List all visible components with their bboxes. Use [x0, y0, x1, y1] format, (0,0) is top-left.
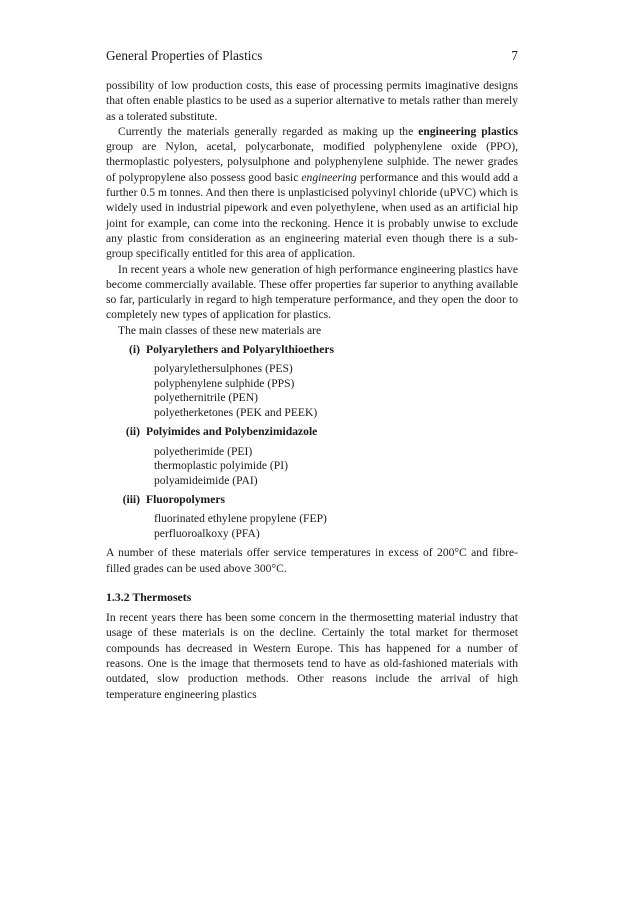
class-number: (i)	[129, 343, 140, 357]
para2-text-middle: group are Nylon, acetal, polycarbonate, modified polyphenylene oxide (PPO), thermoplastic polyesters, polysulphone and polyphenylene sulphide. The newer grades of polypropylene also possess good basic	[106, 140, 518, 184]
class-heading	[106, 424, 518, 439]
class-number: (iii)	[122, 493, 140, 507]
material-list	[106, 512, 518, 541]
material-class-3	[106, 492, 518, 541]
book-page	[106, 48, 518, 702]
paragraph-continuation: possibility of low production costs, this ease of processing permits imaginative designs that often enable plastics to be used as a superior alternative to metals rather than merely as a tolerated substitute.	[106, 79, 518, 123]
class-heading	[106, 342, 518, 357]
classes-intro: The main classes of these new materials are	[118, 323, 322, 337]
list-item: polyarylethersulphones (PES)	[154, 362, 293, 376]
paragraph-new-generation: In recent years a whole new generation of high performance engineering plastics have become commercially available. These offer properties far superior to anything available so far, particularly in regard to high temperature performance, and they open the door to completely new types of application for plastics.	[106, 262, 518, 322]
class-title: Fluoropolymers	[146, 493, 226, 507]
term-engineering-italic: engineering	[301, 170, 357, 184]
class-number: (ii)	[125, 425, 140, 439]
running-header	[106, 48, 518, 64]
list-item: polyetherimide (PEI)	[154, 444, 253, 458]
running-title: General Properties of Plastics	[106, 48, 263, 63]
list-item: fluorinated ethylene propylene (FEP)	[154, 512, 327, 526]
list-item: polyamideimide (PAI)	[154, 473, 258, 487]
class-title: Polyarylethers and Polyarylthioethers	[146, 343, 335, 357]
paragraph-service-temperatures: A number of these materials offer service temperatures in excess of 200°C and fibre-filled grades can be used above 300°C.	[106, 546, 518, 575]
class-heading	[106, 492, 518, 507]
para2-text-after: performance and this would add a further 0.5 m tonnes. And then there is unplasticised polyvinyl chloride (uPVC) which is widely used in industrial pipework and even polyethylene, when used as an artificial hip joint for example, can come into the reckoning. Hence it is probably unwise to exclude any plastic from consideration as an engineering material even though there is a sub-group specifically entitled for this area of application.	[106, 170, 518, 261]
paragraph-thermosets: In recent years there has been some concern in the thermosetting material industry that usage of these materials is on the decline. Certainly the total market for thermoset compounds has decreased in Western Europe. This has happened for a number of reasons. One is the image that thermosets tend to have as old-fashioned materials with outdated, slow production methods. Other reasons include the arrival of high temperature engineering plastics	[106, 611, 518, 701]
paragraph-engineering-plastics	[106, 124, 518, 262]
section-heading-thermosets: 1.3.2 Thermosets	[106, 590, 192, 605]
list-item: perfluoroalkoxy (PFA)	[154, 526, 260, 540]
material-list	[106, 445, 518, 489]
list-item: polyetherketones (PEK and PEEK)	[154, 405, 318, 419]
list-item: thermoplastic polyimide (PI)	[154, 459, 288, 473]
class-title: Polyimides and Polybenzimidazole	[146, 425, 318, 439]
material-list	[106, 362, 518, 420]
material-class-1	[106, 342, 518, 420]
page-number: 7	[511, 48, 518, 63]
term-engineering-plastics: engineering plastics	[418, 124, 518, 138]
material-class-2	[106, 424, 518, 488]
list-item: polyethernitrile (PEN)	[154, 391, 258, 405]
para2-text-before: Currently the materials generally regarded as making up the	[118, 124, 419, 138]
list-item: polyphenylene sulphide (PPS)	[154, 376, 295, 390]
